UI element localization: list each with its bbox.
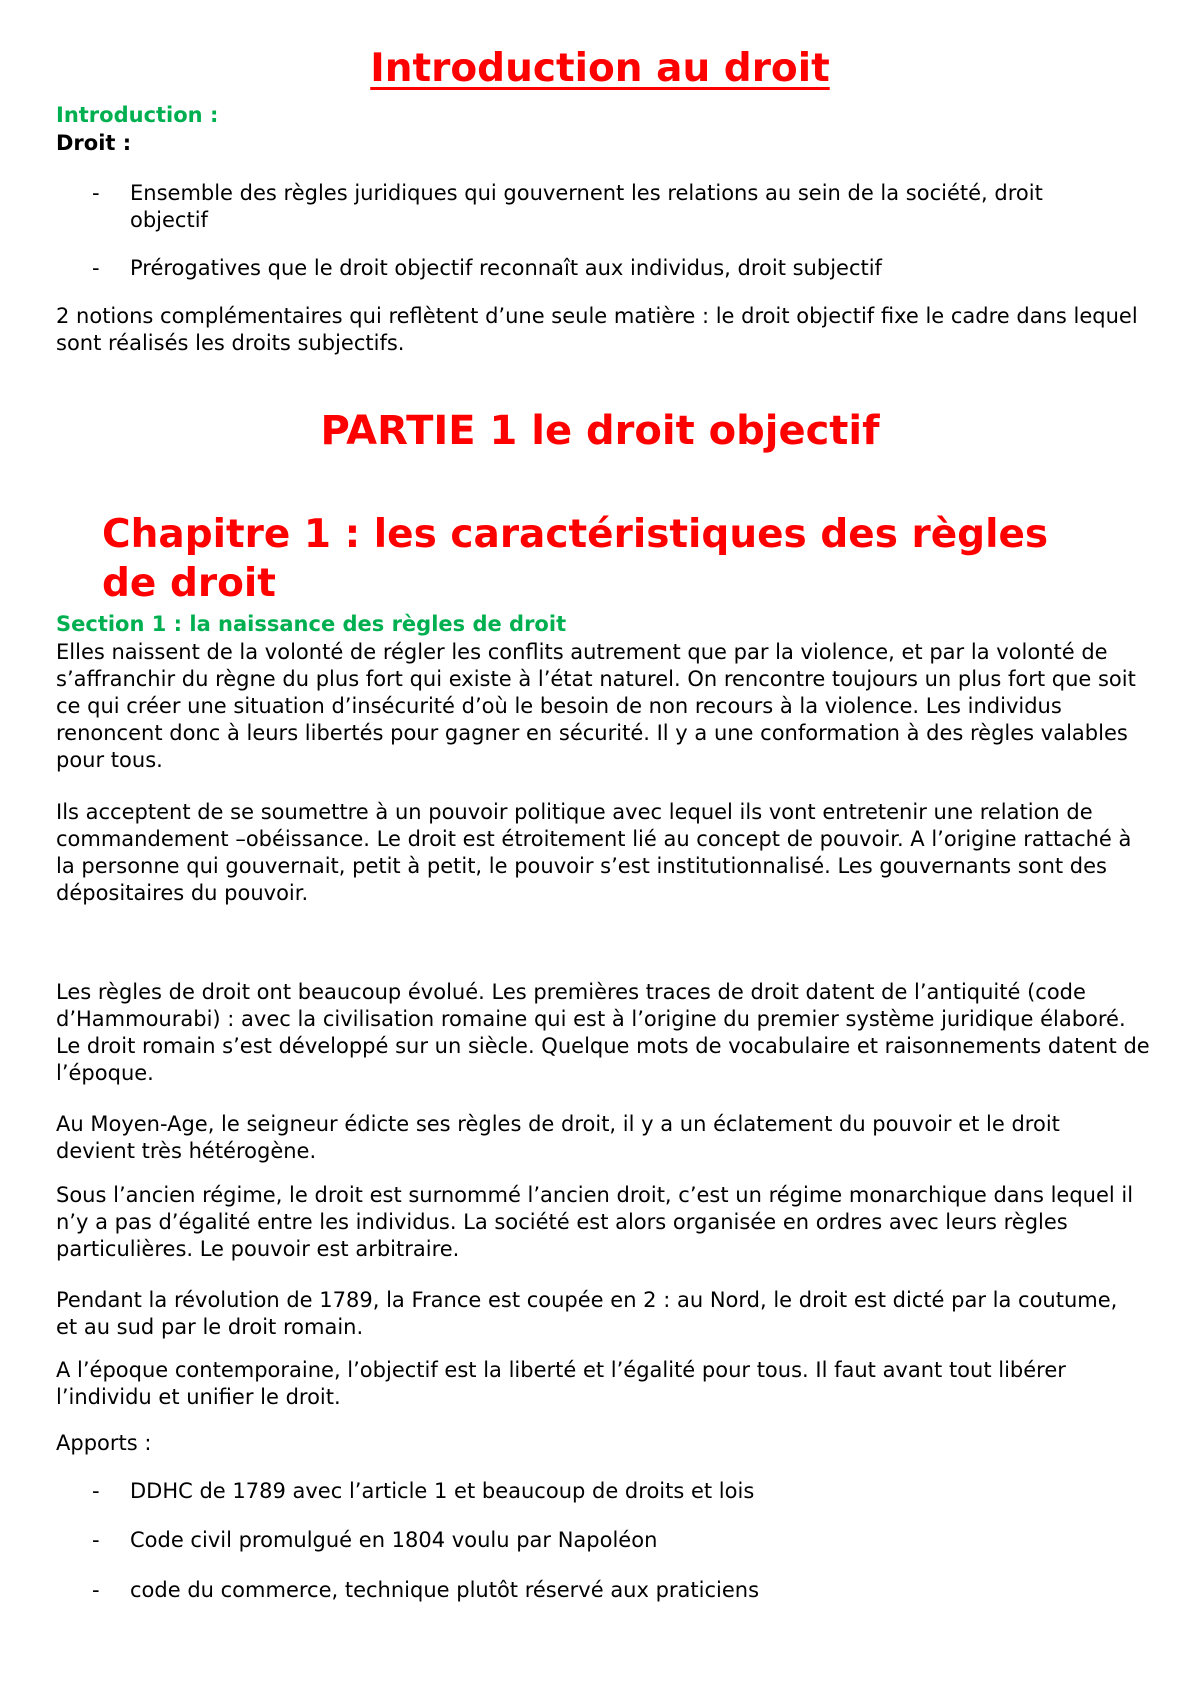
apports-bullet-marker: -: [92, 1479, 100, 1503]
chapitre-title: Chapitre 1 : les caractéristiques des règles de droit: [102, 512, 1049, 606]
intro-paragraph: 2 notions complémentaires qui reflètent d’une seule matière : le droit objectif fixe le cadre dans lequel sont réalisés les droits subjectifs.: [56, 304, 1138, 355]
apports-bullet-text: code du commerce, technique plutôt réservé aux praticiens: [130, 1578, 760, 1602]
body-paragraph: Ils acceptent de se soumettre à un pouvoir politique avec lequel ils vont entretenir une relation de commandement –obéissance. Le droit est étroitement lié au concept de pouvoir. A l’origine rattaché à la personne qui gouvernait, petit à petit, le pouvoir s’est institutionnalisé. Les gouvernants sont des dépositaires du pouvoir.: [56, 800, 1132, 905]
document-title: Introduction au droit: [370, 46, 830, 91]
section-title: Section 1 : la naissance des règles de droit: [56, 612, 567, 636]
body-paragraph: Sous l’ancien régime, le droit est surnommé l’ancien droit, c’est un régime monarchique dans lequel il n’y a pas d’égalité entre les individus. La société est alors organisée en ordres avec leurs règles particulières. Le pouvoir est arbitraire.: [56, 1183, 1134, 1261]
body-paragraph: A l’époque contemporaine, l’objectif est la liberté et l’égalité pour tous. Il faut avant tout libérer l’individu et unifier le droit.: [56, 1358, 1066, 1409]
intro-bullet-marker: -: [92, 256, 100, 280]
body-paragraph: Elles naissent de la volonté de régler les conflits autrement que par la violence, et par la volonté de s’affranchir du règne du plus fort qui existe à l’état naturel. On rencontre toujours un plus fort que soit ce qui créer une situation d’insécurité d’où le besoin de non recours à la violence. Les individus renoncent donc à leurs libertés pour gagner en sécurité. Il y a une conformation à des règles valables pour tous.: [56, 640, 1136, 772]
apports-bullet-text: Code civil promulgué en 1804 voulu par Napoléon: [130, 1528, 658, 1552]
body-paragraph: Au Moyen-Age, le seigneur édicte ses règles de droit, il y a un éclatement du pouvoir et le droit devient très hétérogène.: [56, 1112, 1060, 1163]
droit-label: Droit :: [56, 131, 132, 155]
apports-bullet-marker: -: [92, 1528, 100, 1552]
body-paragraph: Pendant la révolution de 1789, la France est coupée en 2 : au Nord, le droit est dicté par la coutume, et au sud par le droit romain.: [56, 1288, 1118, 1339]
apports-bullet-text: DDHC de 1789 avec l’article 1 et beaucoup de droits et lois: [130, 1479, 755, 1503]
body-paragraph: Les règles de droit ont beaucoup évolué. Les premières traces de droit datent de l’antiquité (code d’Hammourabi) : avec la civilisation romaine qui est à l’origine du premier système juridique élaboré. Le droit romain s’est développé sur un siècle. Quelque mots de vocabulaire et raisonnements datent de l’époque.: [56, 980, 1150, 1085]
intro-bullet-text: Prérogatives que le droit objectif reconnaît aux individus, droit subjectif: [130, 256, 882, 280]
intro-bullet-marker: -: [92, 181, 100, 205]
apports-label: Apports :: [56, 1431, 152, 1455]
apports-bullet-marker: -: [92, 1578, 100, 1602]
intro-heading: Introduction :: [56, 103, 219, 127]
intro-bullet-text: Ensemble des règles juridiques qui gouvernent les relations au sein de la société, droit objectif: [130, 181, 1043, 232]
partie-title: PARTIE 1 le droit objectif: [320, 408, 880, 454]
